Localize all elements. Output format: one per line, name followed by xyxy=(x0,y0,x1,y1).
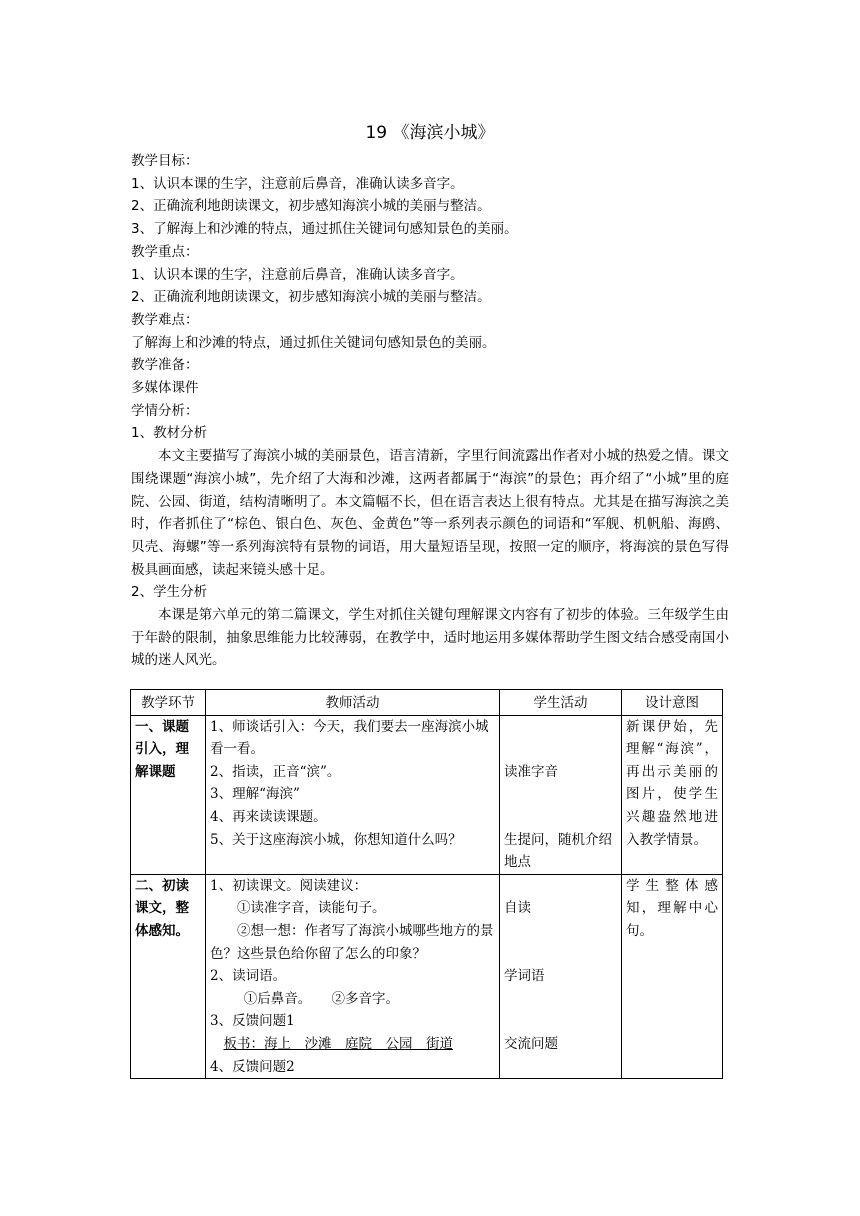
design-intent-cell: 新课伊始，先理解“海滨”，再出示美丽的图片，使学生兴趣盎然地进入教学情景。 xyxy=(622,715,723,874)
teacher-step: 3、理解“海滨” xyxy=(210,786,300,803)
teacher-step: 1、初读课文。阅读建议： xyxy=(210,877,368,894)
table-row xyxy=(131,874,723,1078)
teacher-step: 4、反馈问题2 xyxy=(210,1058,295,1075)
teacher-step: 4、再来读读课题。 xyxy=(210,808,327,825)
section-heading-objectives: 教学目标： xyxy=(131,153,199,169)
teacher-step: 1、师谈话引入：今天，我们要去一座海滨小城看一看。 xyxy=(210,718,489,758)
student-analysis-paragraph: 本课是第六单元的第二篇课文，学生对抓住关键句理解课文内容有了初步的体验。三年级学生由于年龄的限制，抽象思维能力比较薄弱，在教学中，适时地运用多媒体帮助学生图文结合感受南国小城的迷人风光。 xyxy=(131,607,729,669)
lesson-plan-body xyxy=(131,150,729,672)
blackboard-note: 板书：海上 沙滩 庭院 公园 街道 xyxy=(223,1035,453,1052)
student-step: 生提问，随机介绍地点 xyxy=(504,831,612,871)
student-step: 学词语 xyxy=(504,968,545,985)
material-analysis-paragraph: 本文主要描写了海滨小城的美丽景色，语言清新，字里行间流露出作者对小城的热爱之情。课文围绕课题“海滨小城”，先介绍了大海和沙滩，这两者都属于“海滨”的景色；再介绍了“小城”里的庭院、公园、街道，结构清晰明了。本文篇幅不长，但在语言表达上很有特点。尤其是在描写海滨之美时，作者抓住了“棕色、银白色、灰色、金黄色”等一系列表示颜色的词语和“军舰、机帆船、海鸥、贝壳、海螺”等一系列海滨特有景物的词语，用大量短语呈现，按照一定的顺序，将海滨的景色写得极具画面感，读起来镜头感十足。 xyxy=(131,448,729,578)
stage-cell: 一、课题引入，理解课题 xyxy=(131,715,206,874)
section-heading-difficulties: 教学难点： xyxy=(131,311,199,328)
key-point-item: 2、正确流利地朗读课文，初步感知海滨小城的美丽与整洁。 xyxy=(131,289,491,306)
key-point-item: 1、认识本课的生字，注意前后鼻音，准确认读多音字。 xyxy=(131,266,464,283)
teacher-step: 2、读词语。 xyxy=(210,968,287,985)
section-heading-key-points: 教学重点： xyxy=(131,243,199,260)
teacher-step: 2、指读，正音“滨”。 xyxy=(210,763,341,780)
design-intent-cell: 学生整体感知，理解中心句。 xyxy=(622,874,723,1078)
lesson-procedure-table xyxy=(130,689,723,1079)
student-activity-cell xyxy=(500,715,622,874)
teacher-step: ①后鼻音。 ②多音字。 xyxy=(243,990,399,1007)
preparation-item: 多媒体课件 xyxy=(131,380,199,397)
table-header-row xyxy=(131,690,723,716)
teacher-step: 5、关于这座海滨小城，你想知道什么吗？ xyxy=(210,831,462,848)
teacher-step: ②想一想：作者写了海滨小城哪些地方的景色？这些景色给你留了怎么的印象？ xyxy=(210,922,494,962)
teacher-activity-cell xyxy=(206,874,500,1078)
section-heading-analysis: 学情分析： xyxy=(131,402,199,419)
teacher-step: 3、反馈问题1 xyxy=(210,1013,295,1030)
section-heading-preparation: 教学准备： xyxy=(131,357,199,374)
student-step: 读准字音 xyxy=(504,763,558,780)
table-row xyxy=(131,715,723,874)
teacher-step: ①读准字音，读能句子。 xyxy=(237,900,386,917)
subheading-material-analysis: 1、教材分析 xyxy=(131,425,208,442)
subheading-student-analysis: 2、学生分析 xyxy=(131,584,208,601)
header-design-intent: 设计意图 xyxy=(622,690,723,716)
teacher-activity-cell xyxy=(206,715,500,874)
objective-item: 1、认识本课的生字，注意前后鼻音，准确认读多音字。 xyxy=(131,175,464,192)
document-title: 19 《海滨小城》 xyxy=(365,123,495,143)
student-activity-cell xyxy=(500,874,622,1078)
objective-item: 2、正确流利地朗读课文，初步感知海滨小城的美丽与整洁。 xyxy=(131,198,491,215)
header-student-activity: 学生活动 xyxy=(500,690,622,716)
student-step: 交流问题 xyxy=(504,1035,558,1052)
objective-item: 3、了解海上和沙滩的特点，通过抓住关键词句感知景色的美丽。 xyxy=(131,221,518,238)
stage-cell: 二、初读课文，整体感知。 xyxy=(131,874,206,1078)
header-teacher-activity: 教师活动 xyxy=(206,690,500,716)
difficulty-item: 了解海上和沙滩的特点，通过抓住关键词句感知景色的美丽。 xyxy=(131,334,496,351)
student-step: 自读 xyxy=(504,900,531,917)
header-stage: 教学环节 xyxy=(131,690,206,716)
